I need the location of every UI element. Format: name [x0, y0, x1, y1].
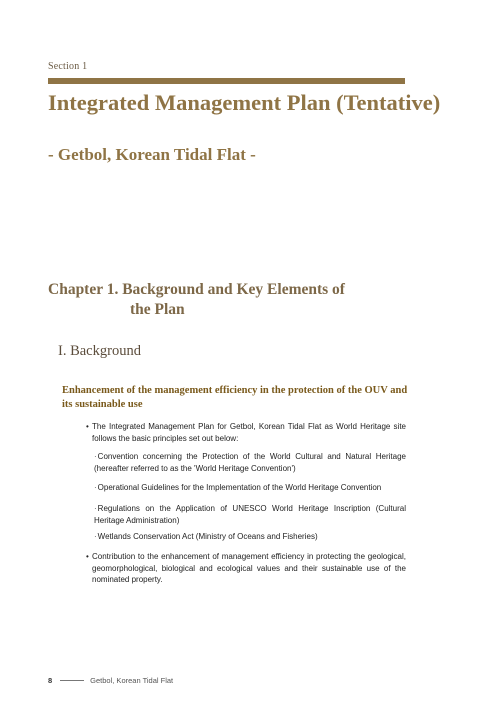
list-item-text: Regulations on the Application of UNESCO World Heritage Inscription (Cultural Heritage Administration)	[94, 504, 406, 525]
bullet-marker: •	[86, 422, 89, 431]
item-marker: ·	[94, 483, 97, 492]
page-footer	[48, 676, 173, 685]
bullet-item	[86, 551, 406, 586]
list-item-text: Wetlands Conservation Act (Ministry of Oceans and Fisheries)	[97, 532, 318, 541]
footer-divider	[60, 680, 84, 681]
page-number: 8	[48, 676, 53, 685]
section-rule	[48, 78, 405, 84]
list-item	[94, 482, 406, 494]
running-title: Getbol, Korean Tidal Flat	[90, 676, 174, 685]
bullet-item	[86, 421, 406, 444]
item-marker: ·	[94, 532, 97, 541]
bullet-text: The Integrated Management Plan for Getbol, Korean Tidal Flat as World Heritage site follows the basic principles set out below:	[92, 422, 406, 443]
item-marker: ·	[94, 452, 97, 461]
item-marker: ·	[94, 504, 97, 513]
page-title: Integrated Management Plan (Tentative)	[48, 90, 441, 115]
subsection-heading: I. Background	[58, 343, 141, 359]
bullet-marker: •	[86, 552, 89, 561]
bullet-text: Contribution to the enhancement of management efficiency in protecting the geological, geomorphological, biological and ecological values and their sustainable use of the nominated property.	[92, 552, 406, 584]
topic-heading: Enhancement of the management efficiency in the protection of the OUV and its sustainable use	[62, 385, 408, 410]
chapter-heading-line1: Chapter 1. Background and Key Elements of	[48, 281, 345, 298]
list-item	[94, 503, 406, 526]
list-item-text: Operational Guidelines for the Implementation of the World Heritage Convention	[97, 483, 382, 492]
list-item	[94, 531, 406, 543]
list-item	[94, 451, 406, 474]
chapter-heading-line2: the Plan	[130, 301, 185, 318]
section-label: Section 1	[48, 61, 88, 72]
chapter-heading	[48, 280, 408, 320]
page-subtitle: - Getbol, Korean Tidal Flat -	[48, 145, 256, 164]
list-item-text: Convention concerning the Protection of the World Cultural and Natural Heritage (hereafter referred to as the 'World Heritage Convention')	[94, 452, 406, 473]
